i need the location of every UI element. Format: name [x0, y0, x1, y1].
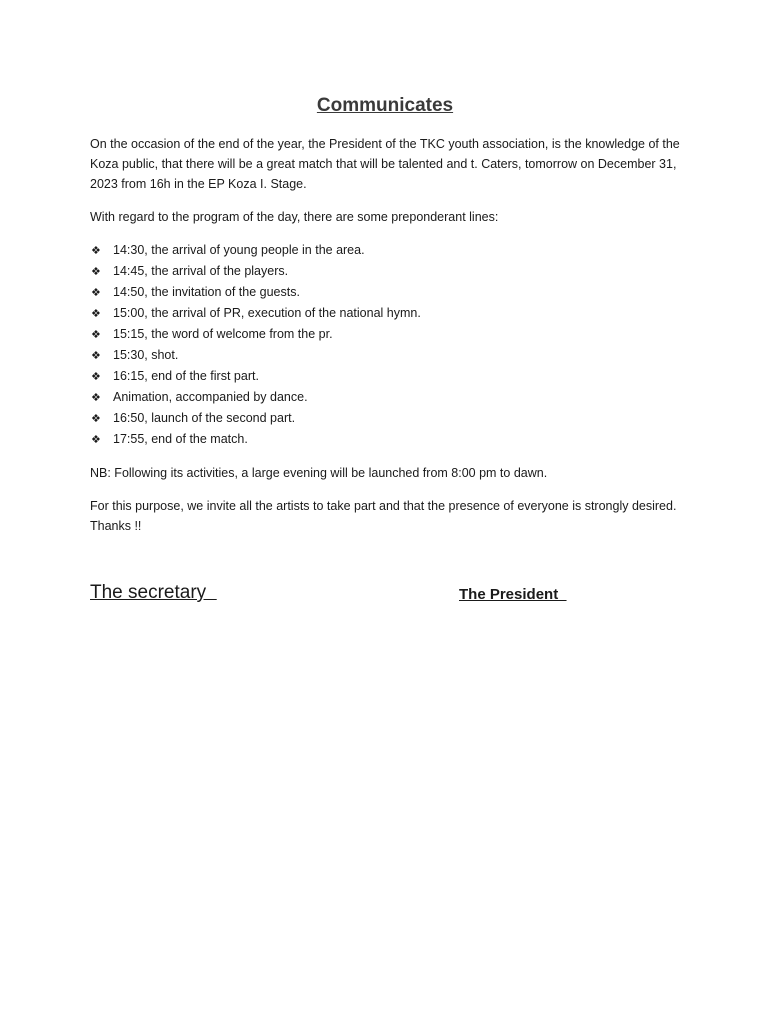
closing-paragraph: For this purpose, we invite all the artists to take part and that the presence of everyone is strongly desired. Thanks !! — [90, 499, 677, 533]
document-title: Communicates — [316, 95, 454, 116]
program-item — [90, 408, 680, 429]
program-item — [90, 303, 680, 324]
program-item-text: 15:15, the word of welcome from the pr. — [113, 327, 333, 341]
note-paragraph: NB: Following its activities, a large evening will be launched from 8:00 pm to dawn. — [90, 466, 548, 480]
program-item — [90, 240, 680, 261]
diamond-bullet-icon: ❖ — [91, 308, 101, 320]
diamond-bullet-icon: ❖ — [91, 287, 101, 299]
program-item — [90, 366, 680, 387]
diamond-bullet-icon: ❖ — [91, 329, 101, 341]
intro-paragraph: On the occasion of the end of the year, the President of the TKC youth association, is the knowledge of the Koza public, that there will be a great match that will be talented and t. Caters, tomorrow on December 31, 2023 from 16h in the EP Koza I. Stage. — [90, 137, 680, 191]
signature-block — [90, 582, 680, 612]
program-item-text: 17:55, end of the match. — [113, 432, 248, 446]
president-signature-label: The President — [459, 586, 567, 603]
diamond-bullet-icon: ❖ — [91, 350, 101, 362]
diamond-bullet-icon: ❖ — [91, 413, 101, 425]
program-list — [90, 240, 680, 450]
diamond-bullet-icon: ❖ — [91, 371, 101, 383]
program-item-text: 14:50, the invitation of the guests. — [113, 285, 300, 299]
program-item-text: 15:30, shot. — [113, 348, 179, 362]
program-item — [90, 282, 680, 303]
program-item — [90, 345, 680, 366]
program-item-text: 14:45, the arrival of the players. — [113, 264, 289, 278]
program-item-text: 15:00, the arrival of PR, execution of the national hymn. — [113, 306, 421, 320]
program-item-text: 14:30, the arrival of young people in the area. — [113, 243, 365, 257]
program-item — [90, 387, 680, 408]
secretary-signature-label: The secretary — [90, 582, 217, 603]
diamond-bullet-icon: ❖ — [91, 434, 101, 446]
program-item — [90, 261, 680, 282]
program-intro-paragraph: With regard to the program of the day, there are some preponderant lines: — [90, 210, 499, 224]
program-item-text: Animation, accompanied by dance. — [113, 390, 308, 404]
program-item — [90, 429, 680, 450]
document-body — [90, 94, 680, 549]
program-item-text: 16:15, end of the first part. — [113, 369, 259, 383]
diamond-bullet-icon: ❖ — [91, 266, 101, 278]
diamond-bullet-icon: ❖ — [91, 392, 101, 404]
program-item-text: 16:50, launch of the second part. — [113, 411, 296, 425]
diamond-bullet-icon: ❖ — [91, 245, 101, 257]
program-item — [90, 324, 680, 345]
